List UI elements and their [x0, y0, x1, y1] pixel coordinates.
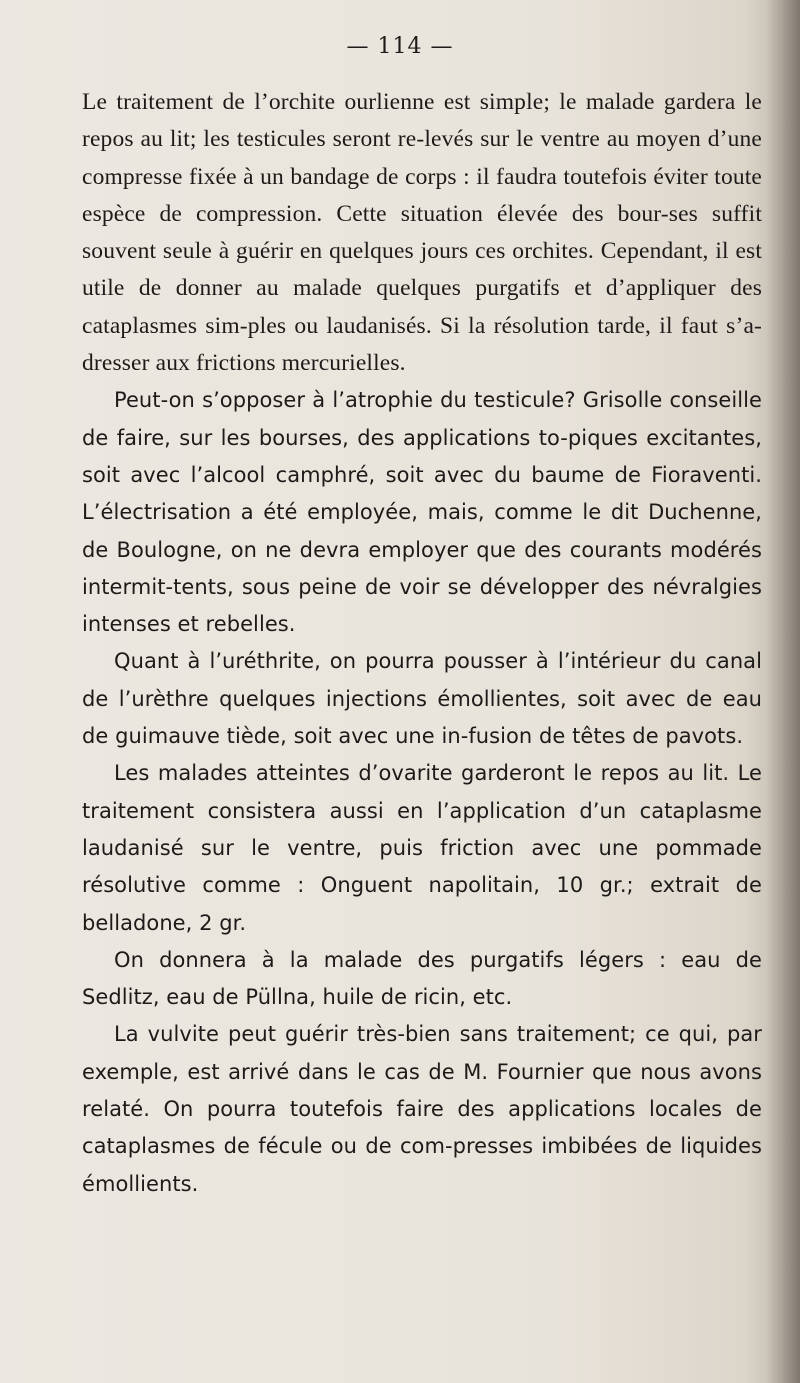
page-number: — 114 —	[346, 34, 454, 59]
page-edge-shadow	[766, 0, 800, 1383]
main-text	[82, 84, 762, 1203]
paragraph-orchite-treatment: Le traitement de l’orchite ourlienne est simple; le malade gardera le repos au lit; les testicules seront re-levés sur le ventre au moyen d’une compresse fixée à un bandage de corps : il faudra toutefois éviter toute espèce de compression. Cette situation élevée des bour-ses suffit souvent seule à guérir en quelques jours ces orchites. Cependant, il est utile de donner au malade quelques purgatifs et d’appliquer des cataplasmes sim-ples ou laudanisés. Si la résolution tarde, il faut s’a-dresser aux frictions mercurielles.	[82, 89, 762, 377]
paragraph-urethritis: Quant à l’uréthrite, on pourra pousser à l’intérieur du canal de l’urèthre quelques injections émollientes, soit avec de eau de guimauve tiède, soit avec une in-fusion de têtes de pavots.	[82, 649, 762, 749]
paragraph-vulvitis: La vulvite peut guérir très-bien sans traitement; ce qui, par exemple, est arrivé dans le cas de M. Fournier que nous avons relaté. On pourra toutefois faire des applications locales de cataplasmes de fécule ou de com-presses imbibées de liquides émollients.	[82, 1022, 762, 1196]
paragraph-testicle-atrophy: Peut-on s’opposer à l’atrophie du testicule? Grisolle conseille de faire, sur les bourses, des applications to-piques excitantes, soit avec l’alcool camphré, soit avec du baume de Fioraventi. L’électrisation a été employée, mais, comme le dit Duchenne, de Boulogne, on ne devra employer que des courants modérés intermit-tents, sous peine de voir se développer des névralgies intenses et rebelles.	[82, 388, 762, 637]
paragraph-ovaritis: Les malades atteintes d’ovarite garderont le repos au lit. Le traitement consistera aussi en l’application d’un cataplasme laudanisé sur le ventre, puis friction avec une pommade résolutive comme : Onguent napolitain, 10 gr.; extrait de belladone, 2 gr.	[82, 761, 762, 935]
paragraph-purgatives: On donnera à la malade des purgatifs légers : eau de Sedlitz, eau de Püllna, huile de ricin, etc.	[82, 947, 762, 1010]
